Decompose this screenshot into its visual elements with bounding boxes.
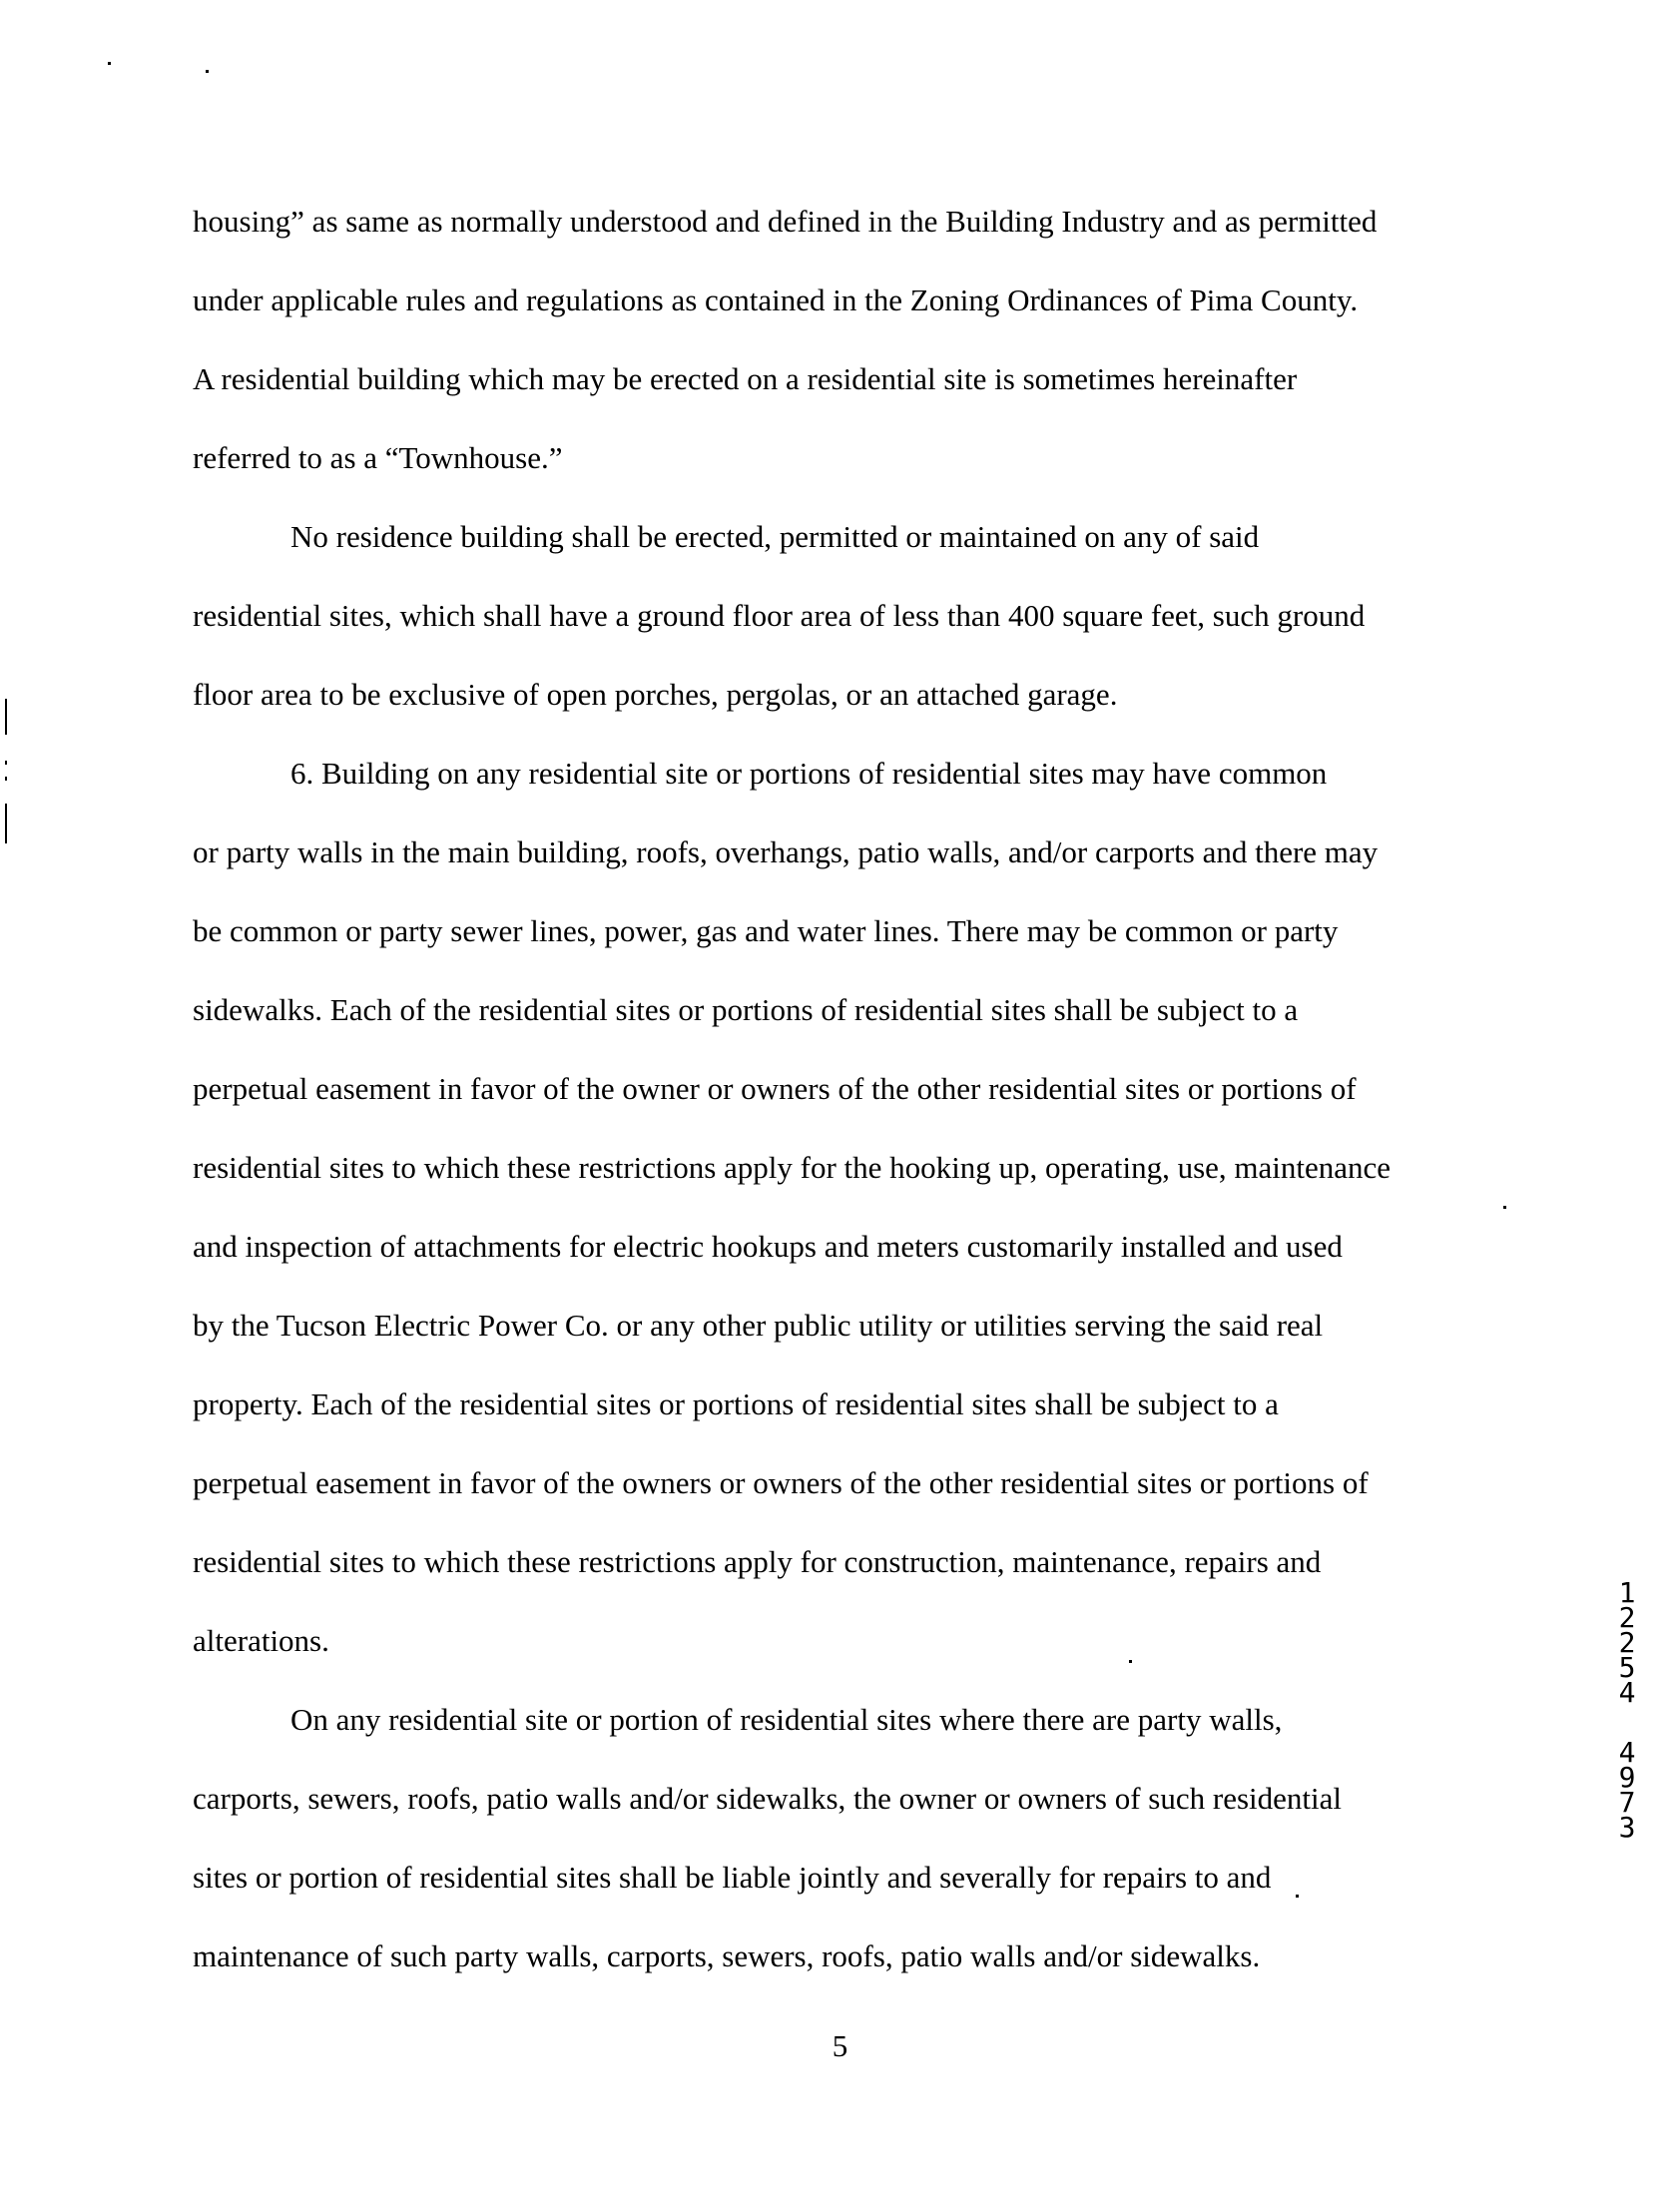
scan-dot [5,777,7,781]
scan-dot [1129,1660,1132,1663]
scan-dot [1503,1206,1506,1209]
text-line: alterations. [193,1623,329,1658]
side-digit: 3 [1618,1811,1636,1844]
text-line: residential sites, which shall have a ground floor area of less than 400 square feet, such ground [193,598,1366,633]
side-digit: 2 [1618,1601,1636,1634]
text-line: perpetual easement in favor of the owners or owners of the other residential sites or portions of [193,1465,1369,1500]
text-line: sites or portion of residential sites shall be liable jointly and severally for repairs to and [193,1860,1272,1895]
text-line: On any residential site or portion of residential sites where there are party walls, [290,1702,1283,1737]
text-line: property. Each of the residential sites or portions of residential sites shall be subject to a [193,1386,1279,1421]
side-recording-number-top [1612,1576,1642,1709]
text-line: be common or party sewer lines, power, gas and water lines. There may be common or party [193,913,1339,948]
text-line: and inspection of attachments for electric hookups and meters customarily installed and used [193,1229,1343,1264]
side-digit: 5 [1618,1651,1636,1684]
side-digit: 4 [1618,1676,1636,1709]
text-line: perpetual easement in favor of the owner or owners of the other residential sites or portions of [193,1071,1357,1106]
text-line: referred to as a “Townhouse.” [193,440,563,475]
text-line: or party walls in the main building, roofs, overhangs, patio walls, and/or carports and there may [193,834,1379,869]
scan-line [5,699,7,735]
text-line: carports, sewers, roofs, patio walls and/or sidewalks, the owner or owners of such residential [193,1781,1342,1816]
side-digit: 7 [1618,1786,1636,1819]
text-line: No residence building shall be erected, permitted or maintained on any of said [290,519,1260,554]
text-line: maintenance of such party walls, carports, sewers, roofs, patio walls and/or sidewalks. [193,1938,1261,1973]
side-digit: 1 [1618,1576,1636,1609]
scan-dot [5,761,7,765]
side-digit: 2 [1618,1626,1636,1659]
text-line: floor area to be exclusive of open porches, pergolas, or an attached garage. [193,677,1118,712]
side-digit: 4 [1618,1736,1636,1769]
scan-dot [108,62,111,65]
scan-dot [206,70,209,73]
text-line: A residential building which may be erected on a residential site is sometimes hereinafter [193,361,1298,396]
text-line: housing” as same as normally understood and defined in the Building Industry and as permitted [193,204,1378,239]
body-text [193,182,1480,1995]
text-line: residential sites to which these restrictions apply for construction, maintenance, repairs and [193,1544,1322,1579]
text-line: sidewalks. Each of the residential sites or portions of residential sites shall be subject to a [193,992,1299,1027]
text-line: 6. Building on any residential site or portions of residential sites may have common [290,756,1328,791]
page-number: 5 [832,2028,848,2063]
scan-line [5,804,7,843]
text-line: residential sites to which these restrictions apply for the hooking up, operating, use, maintenance [193,1150,1392,1185]
text-line: under applicable rules and regulations as contained in the Zoning Ordinances of Pima County. [193,282,1359,317]
side-digit: 9 [1618,1761,1636,1794]
scan-dot [1296,1895,1299,1898]
text-line: by the Tucson Electric Power Co. or any other public utility or utilities serving the said real [193,1308,1324,1343]
side-recording-number-bottom [1612,1736,1642,1844]
